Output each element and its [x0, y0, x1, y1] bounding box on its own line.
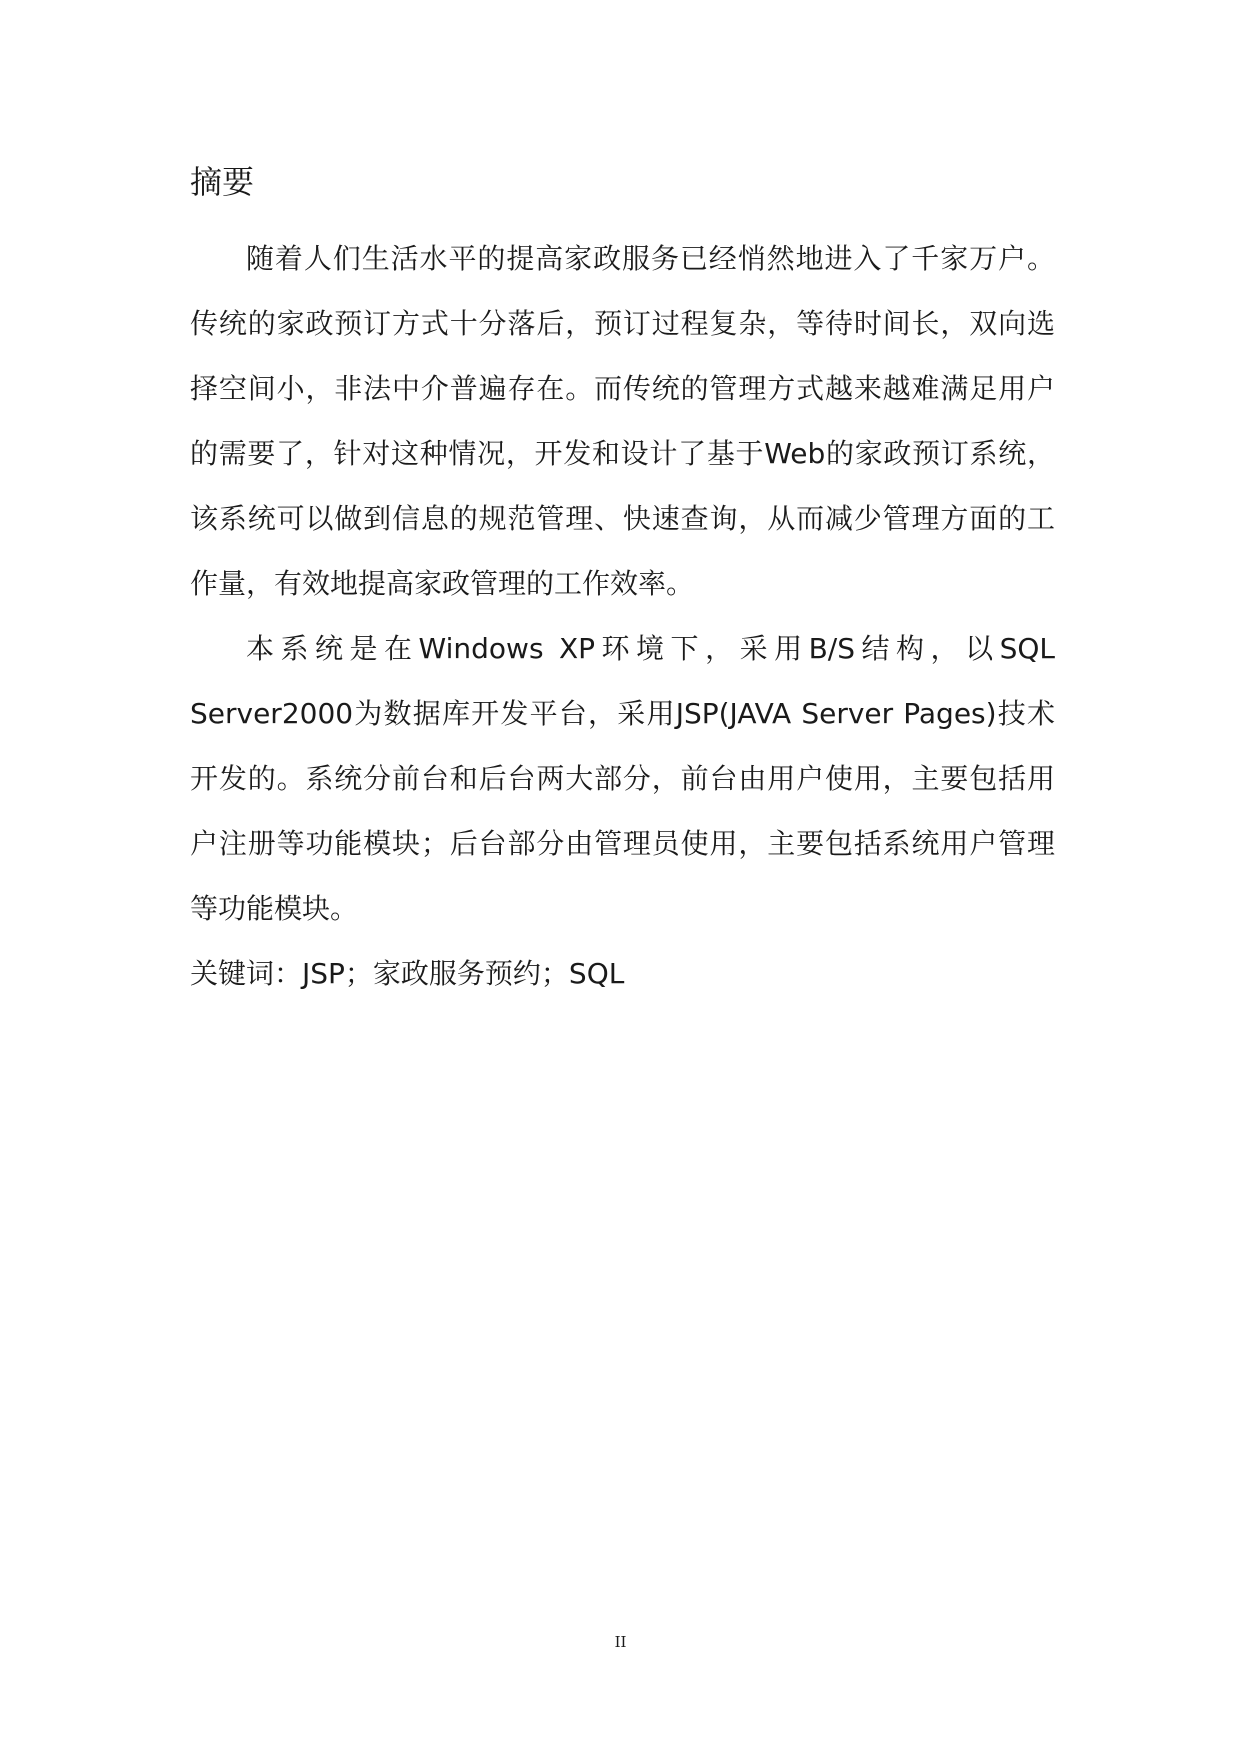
abstract-heading: 摘要: [190, 163, 255, 201]
keywords-line: 关键词：JSP；家政服务预约；SQL: [190, 957, 625, 990]
page-number: II: [614, 1633, 627, 1651]
abstract-paragraph-1: 随着人们生活水平的提高家政服务已经悄然地进入了千家万户。传统的家政预订方式十分落后，预订过程复杂，等待时间长，双向选择空间小，非法中介普遍存在。而传统的管理方式越来越难满足用户的需要了，针对这种情况，开发和设计了基于Web的家政预订系统，该系统可以做到信息的规范管理、快速查询，从而减少管理方面的工作量，有效地提高家政管理的工作效率。: [190, 242, 1055, 600]
abstract-paragraph-2: 本系统是在Windows XP环境下，采用B/S结构，以SQL Server2000为数据库开发平台，采用JSP(JAVA Server Pages)技术开发的。系统分前台和后台两大部分，前台由用户使用，主要包括用户注册等功能模块；后台部分由管理员使用，主要包括系统用户管理等功能模块。: [190, 632, 1055, 925]
abstract-section: [190, 160, 1055, 1006]
